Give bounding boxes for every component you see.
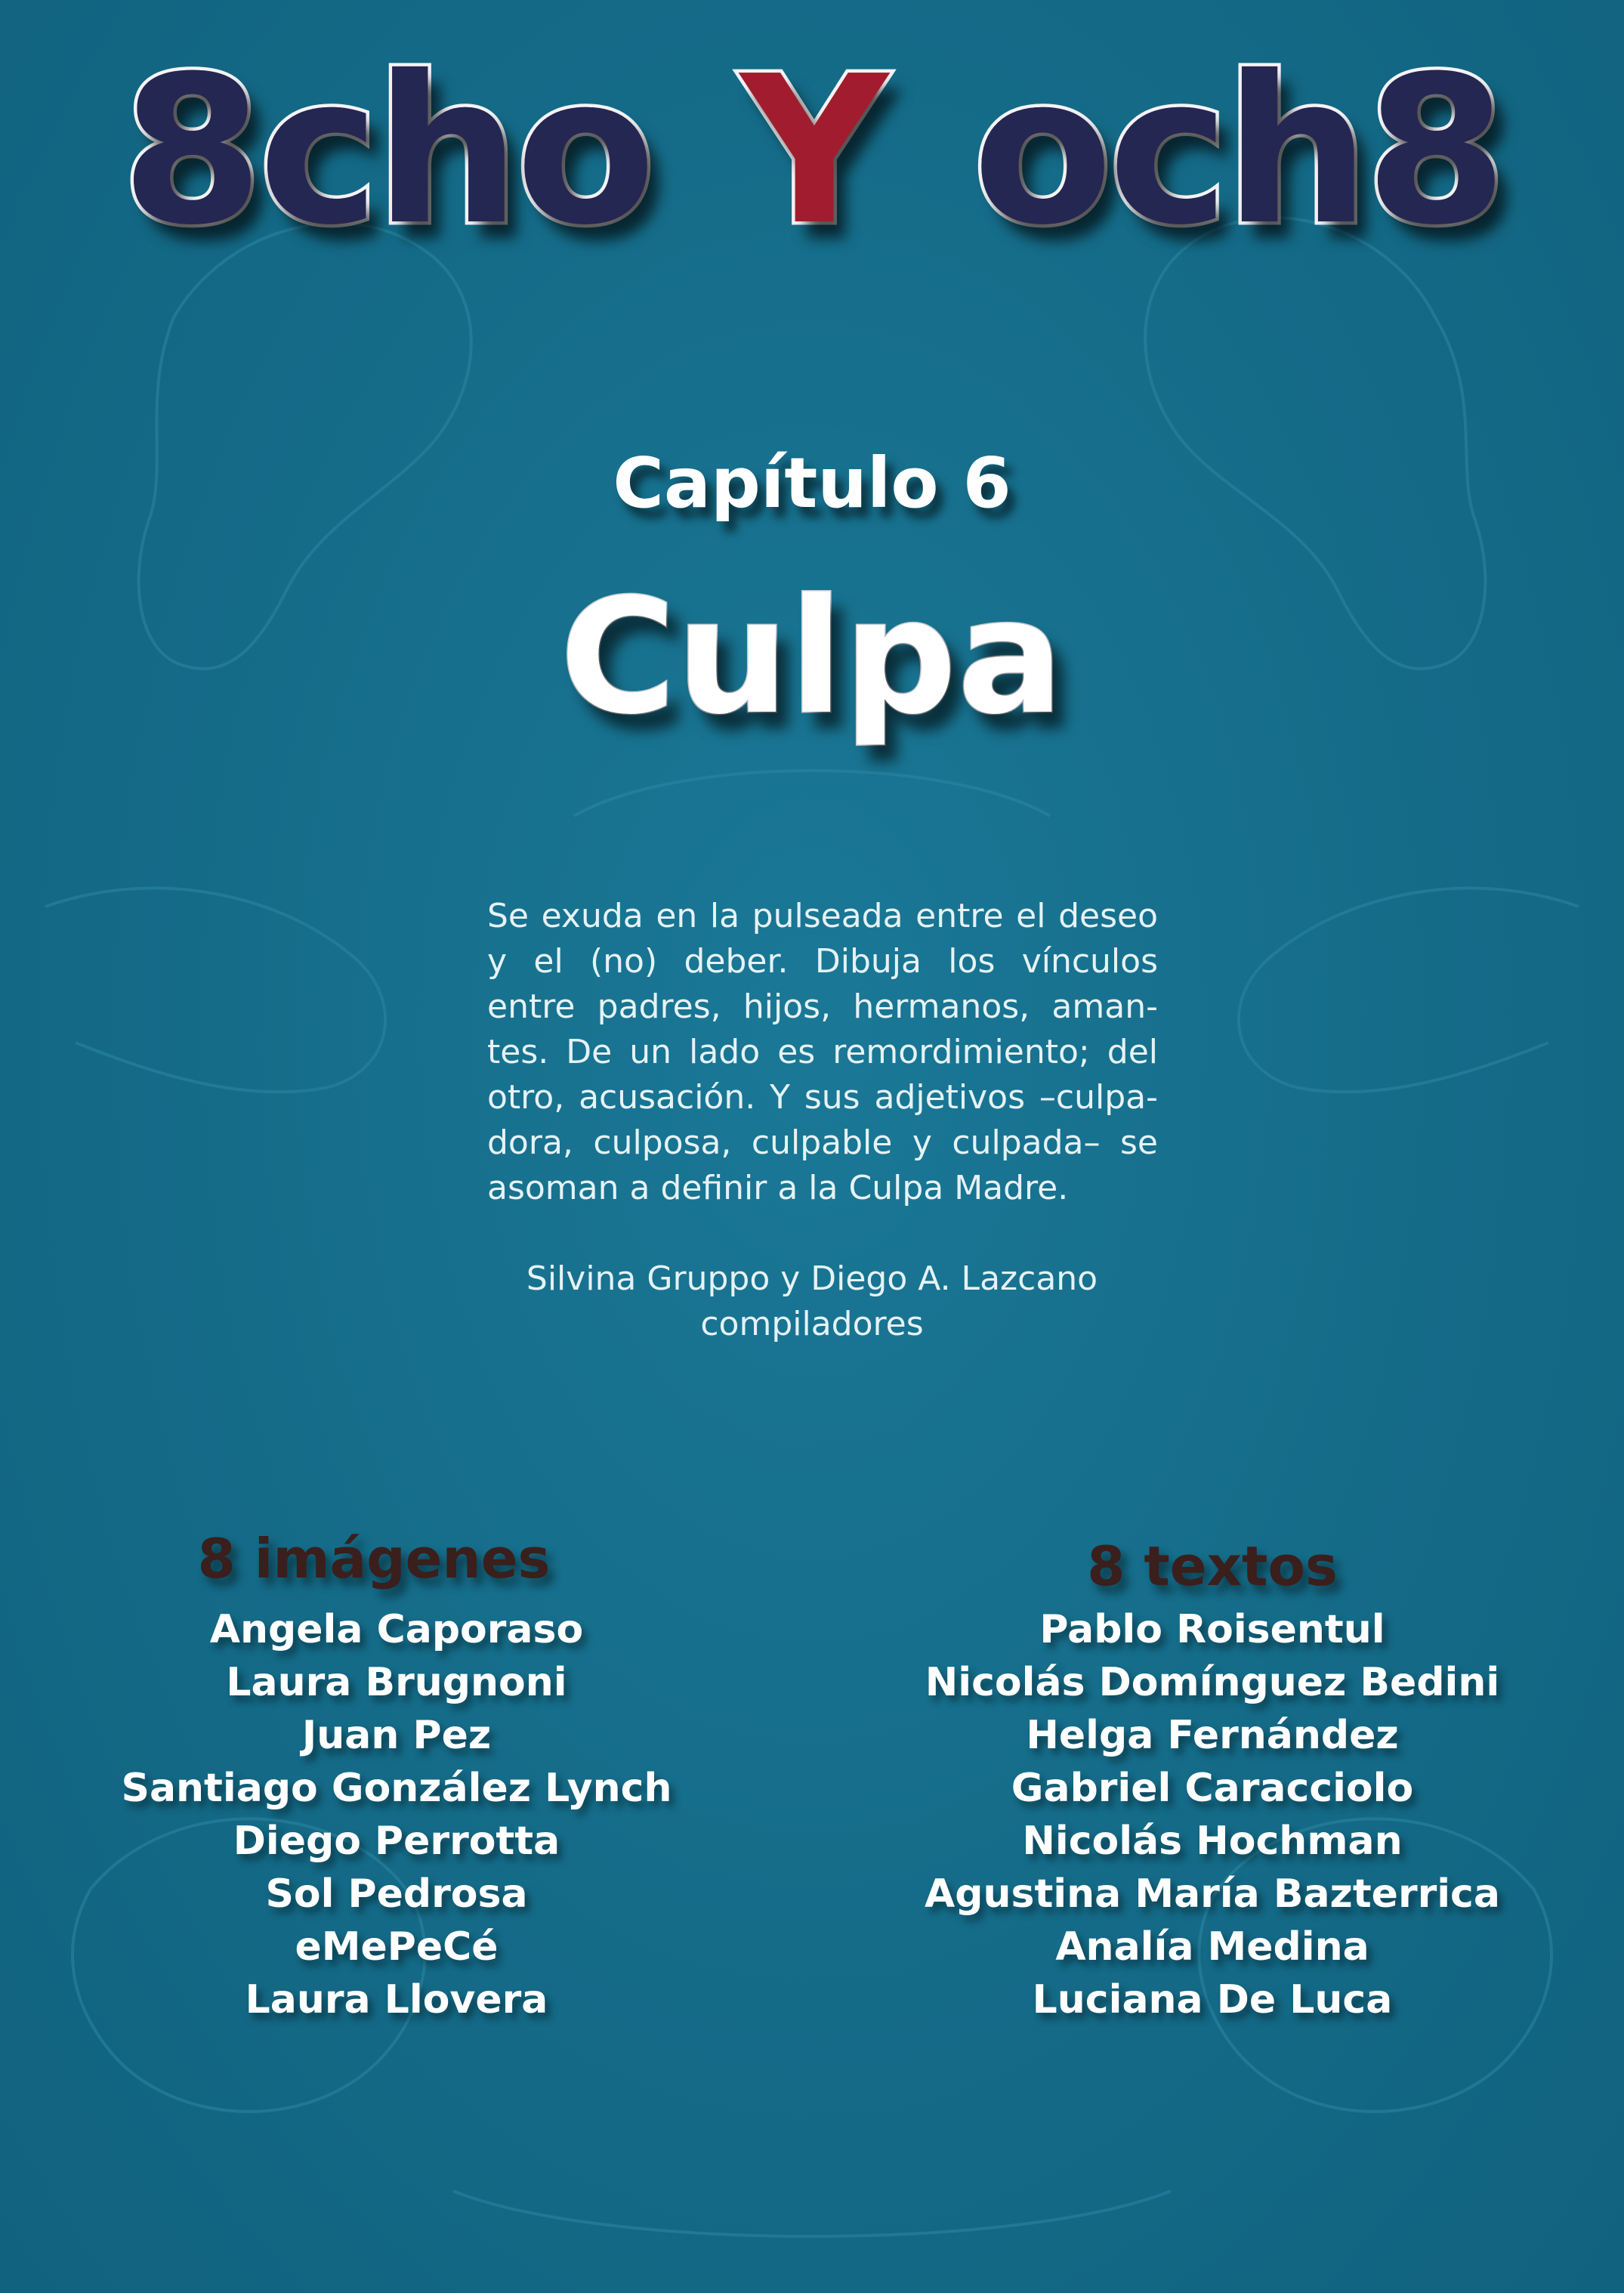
bg-curve-center (574, 771, 1050, 816)
masthead-right: och8 (972, 32, 1503, 270)
list-item: Analía Medina (1055, 1924, 1369, 1970)
texts-author-list (876, 1603, 1548, 2026)
list-item: eMePeCé (295, 1924, 499, 1970)
list-item: Diego Perrotta (233, 1819, 560, 1864)
compilers-block (0, 1256, 1624, 1347)
chapter-label: Capítulo 6 (613, 443, 1011, 524)
masthead-middle: Y (740, 32, 884, 270)
compilers-names: Silvina Gruppo y Diego A. Lazcano (526, 1259, 1098, 1298)
list-item: Luciana De Luca (1032, 1977, 1393, 2023)
compilers-role: compiladores (700, 1305, 924, 1343)
images-column (60, 1526, 733, 2026)
images-artist-list (60, 1603, 733, 2026)
intro-paragraph: Se exuda en la pulseada entre el deseo y el (no) deber. Dibuja los vínculos entre padres, hijos, hermanos, amantes. De un lado es remordimiento; del otro, acusación. Y sus adjetivos –culpadora, culposa, culpable y culpada– se asoman a definir a la Culpa Madre. (487, 897, 1158, 1207)
masthead-left: 8cho (121, 32, 652, 270)
list-item: Juan Pez (301, 1713, 492, 1758)
bg-sleeve-left (45, 888, 385, 1092)
list-item: Santiago González Lynch (121, 1766, 672, 1811)
list-item: Laura Llovera (245, 1977, 548, 2023)
texts-heading: 8 textos (1087, 1534, 1338, 1598)
images-heading: 8 imágenes (197, 1527, 551, 1590)
bg-arc-lower (453, 2191, 1171, 2236)
masthead-logo (0, 30, 1624, 272)
list-item: Sol Pedrosa (265, 1871, 528, 1917)
list-item: Angela Caporaso (209, 1607, 584, 1652)
list-item: Gabriel Caracciolo (1011, 1766, 1414, 1811)
bg-sleeve-right (1239, 888, 1579, 1092)
list-item: Agustina María Bazterrica (925, 1871, 1500, 1917)
list-item: Pablo Roisentul (1039, 1607, 1385, 1652)
list-item: Nicolás Hochman (1022, 1819, 1403, 1864)
chapter-title: Culpa (560, 564, 1064, 749)
list-item: Helga Fernández (1026, 1713, 1399, 1758)
list-item: Laura Brugnoni (226, 1660, 567, 1705)
list-item: Nicolás Domínguez Bedini (925, 1660, 1500, 1705)
texts-column (876, 1526, 1548, 2026)
